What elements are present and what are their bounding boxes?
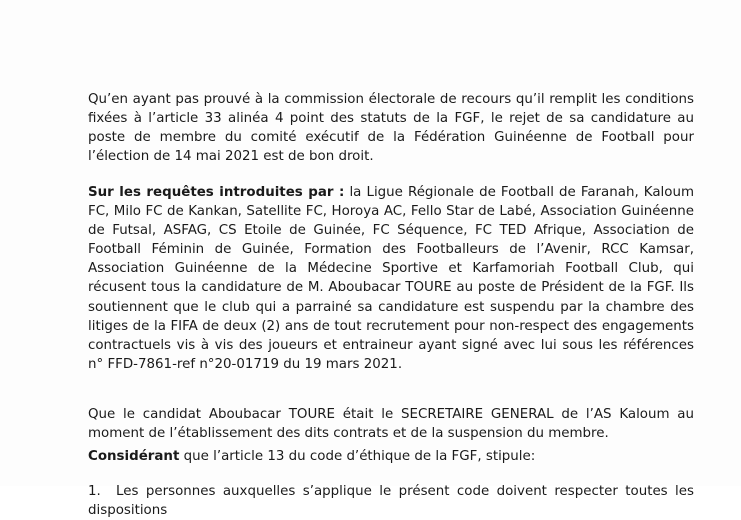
list-item-1 xyxy=(88,482,694,520)
paragraph-text: Qu’en ayant pas prouvé à la commission électorale de recours qu’il remplit les conditions fixées à l’article 33 alinéa 4 point des statuts de la FGF, le rejet de sa candidature au poste de membre du comité exécutif de la Fédération Guinéenne de Football pour l’élection de 14 mai 2021 est de bon droit. xyxy=(88,92,694,165)
list-item-number: 1. xyxy=(88,484,101,499)
paragraph-considering xyxy=(88,447,694,466)
paragraph-candidate-role xyxy=(88,405,694,443)
paragraph-text: Que le candidat Aboubacar TOURE était le SECRETAIRE GENERAL de l’AS Kaloum au moment de l’établissement des dits contrats et de la suspension du membre. xyxy=(88,407,694,442)
paragraph-lead-bold: Considérant xyxy=(88,449,180,464)
list-item-text: Les personnes auxquelles s’applique le présent code doivent respecter toutes les dispositions xyxy=(88,484,694,519)
paragraph-requests xyxy=(88,183,694,374)
paragraph-electoral-commission xyxy=(88,90,694,166)
paragraph-text: la Ligue Régionale de Football de Faranah, Kaloum FC, Milo FC de Kankan, Satellite FC, Horoya AC, Fello Star de Labé, Association Guinéenne de Futsal, ASFAG, CS Etoile de Guinée, FC Séquence, FC TED Afrique, Association de Football Féminin de Guinée, Formation des Footballeurs de l’Avenir, RCC Kamsar, Association Guinéenne de la Médecine Sportive et Karfamoriah Football Club, qui récusent tous la candidature de M. Aboubacar TOURE au poste de Président de la FGF. Ils soutiennent que le club qui a parrainé sa candidature est suspendu par la chambre des litiges de la FIFA de deux (2) ans de tout recrutement pour non-respect des engagements contractuels vis à vis des joueurs et entraineur ayant signé avec lui sous les références n° FFD-7861-ref n°20-01719 du 19 mars 2021. xyxy=(88,185,694,372)
paragraph-text: que l’article 13 du code d’éthique de la FGF, stipule: xyxy=(179,449,536,464)
paragraph-lead-bold: Sur les requêtes introduites par : xyxy=(88,185,345,200)
